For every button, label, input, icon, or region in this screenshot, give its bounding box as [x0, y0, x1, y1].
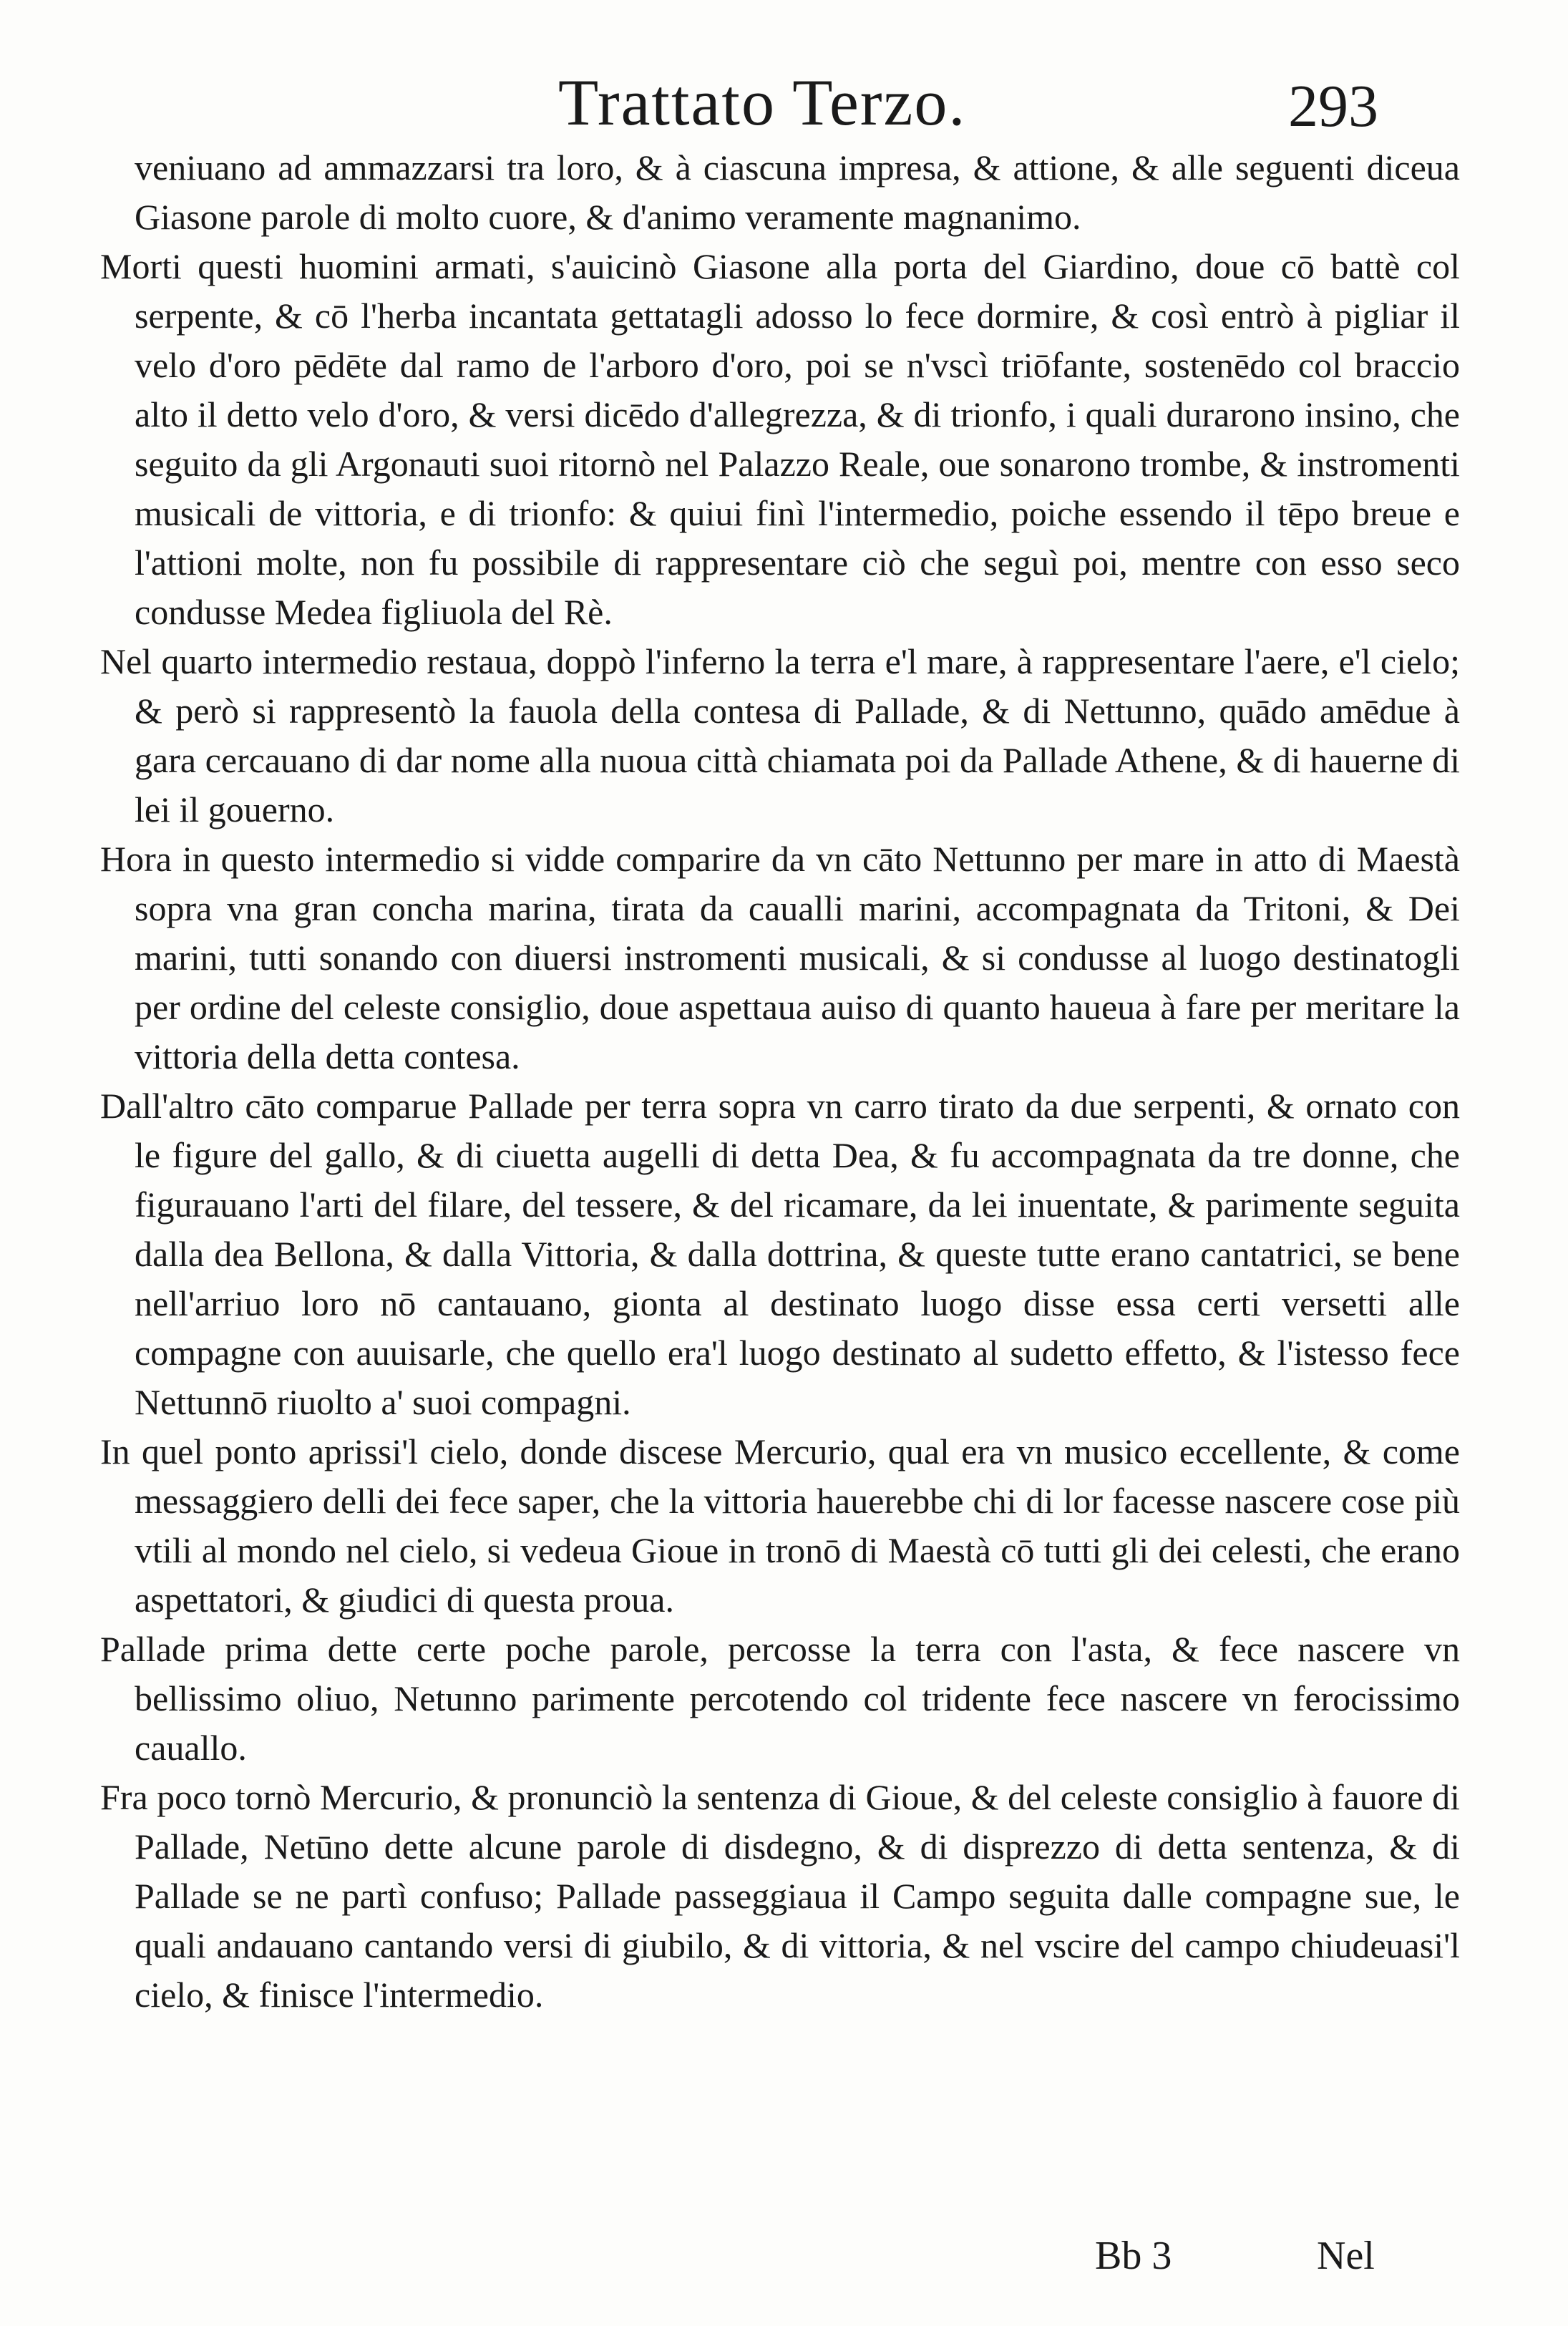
signature-mark: Bb 3: [1095, 2234, 1172, 2278]
paragraph: In quel ponto aprissi'l cielo, donde discese Mercurio, qual era vn musico eccellente, & come messaggiero delli dei fece saper, che la vittoria hauerebbe chi di lor facesse nascere cose più vtili al mondo nel cielo, si vedeua Gioue in tronō di Maestà cō tutti gli dei celesti, che erano aspettatori, & giudici di questa proua.: [100, 1431, 1460, 1620]
paragraph: Dall'altro cāto comparue Pallade per terra sopra vn carro tirato da due serpenti, & ornato con le figure del gallo, & di ciuetta augelli di detta Dea, & fu accompagnata da tre donne, che figurauano l'arti del filare, del tessere, & del ricamare, da lei inuentate, & parimente seguita dalla dea Bellona, & dalla Vittoria, & dalla dottrina, & queste tutte erano cantatrici, se bene nell'arriuo loro nō cantauano, gionta al destinato luogo disse essa certi versetti alle compagne con auuisarle, che quello era'l luogo destinato al sudetto effetto, & l'istesso fece Nettunnō riuolto a' suoi compagni.: [100, 1086, 1460, 1422]
catchword: Nel: [1317, 2234, 1375, 2278]
body-text: [100, 143, 1460, 2020]
running-title: Trattato Terzo.: [558, 66, 967, 139]
paragraph: Fra poco tornò Mercurio, & pronunciò la sentenza di Gioue, & del celeste consiglio à fauore di Pallade, Netūno dette alcune parole di disdegno, & di disprezzo di detta sentenza, & di Pallade se ne partì confuso; Pallade passeggiaua il Campo seguita dalle compagne sue, le quali andauano cantando versi di giubilo, & di vittoria, & nel vscire del campo chiudeuasi'l cielo, & finisce l'intermedio.: [100, 1777, 1460, 2015]
page-number: 293: [1288, 73, 1378, 140]
paragraph: Hora in questo intermedio si vidde comparire da vn cāto Nettunno per mare in atto di Maestà sopra vna gran concha marina, tirata da caualli marini, accompagnata da Tritoni, & Dei marini, tutti sonando con diuersi instromenti musicali, & si condusse al luogo destinatogli per ordine del celeste consiglio, doue aspettaua auiso di quanto haueua à fare per meritare la vittoria della detta contesa.: [100, 839, 1460, 1076]
page-header: [0, 50, 1568, 143]
paragraph: Nel quarto intermedio restaua, doppò l'inferno la terra e'l mare, à rappresentare l'aere, e'l cielo; & però si rappresentò la fauola della contesa di Pallade, & di Nettunno, quādo amēdue à gara cercauano di dar nome alla nuoua città chiamata poi da Pallade Athene, & di hauerne di lei il gouerno.: [100, 641, 1460, 829]
paragraph-continuation: veniuano ad ammazzarsi tra loro, & à ciascuna impresa, & attione, & alle seguenti diceua Giasone parole di molto cuore, & d'animo veramente magnanimo.: [135, 147, 1460, 237]
page-footer: [100, 2233, 1460, 2290]
paragraph: Pallade prima dette certe poche parole, percosse la terra con l'asta, & fece nascere vn bellissimo oliuo, Netunno parimente percotendo col tridente fece nascere vn ferocissimo cauallo.: [100, 1629, 1460, 1768]
paragraph: Morti questi huomini armati, s'auicinò Giasone alla porta del Giardino, doue cō battè col serpente, & cō l'herba incantata gettatagli adosso lo fece dormire, & così entrò à pigliar il velo d'oro pēdēte dal ramo de l'arboro d'oro, poi se n'vscì triōfante, sostenēdo col braccio alto il detto velo d'oro, & versi dicēdo d'allegrezza, & di trionfo, i quali durarono insino, che seguito da gli Argonauti suoi ritornò nel Palazzo Reale, oue sonarono trombe, & instromenti musicali de vittoria, e di trionfo: & quiui finì l'intermedio, poiche essendo il tēpo breue e l'attioni molte, non fu possibile di rappresentare ciò che seguì poi, mentre con esso seco condusse Medea figliuola del Rè.: [100, 246, 1460, 632]
